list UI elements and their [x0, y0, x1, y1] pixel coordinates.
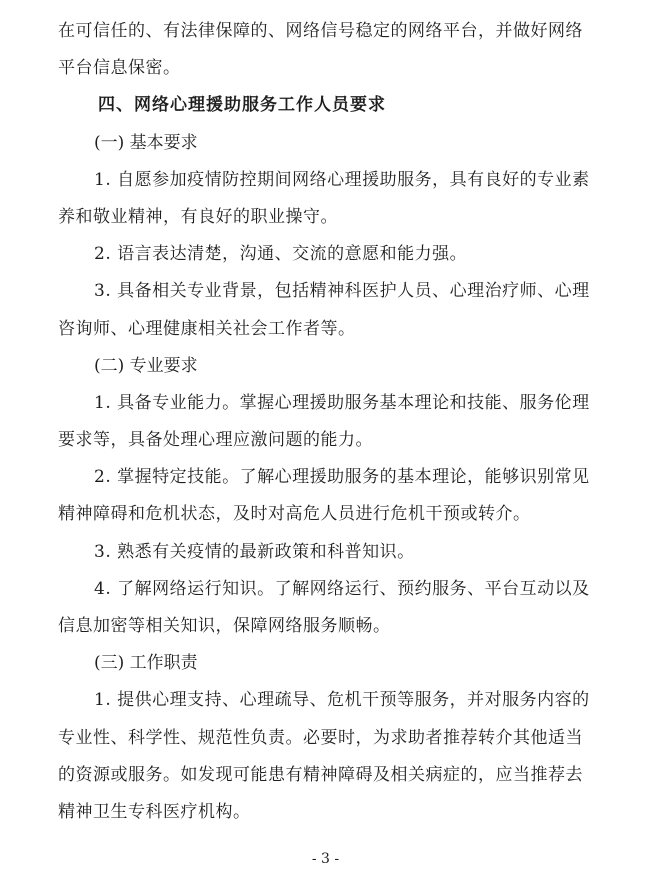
body-line: 1. 提供心理支持、心理疏导、危机干预等服务，并对服务内容的 — [94, 690, 590, 711]
body-line: 咨询师、心理健康相关社会工作者等。 — [58, 318, 356, 339]
body-line: 精神卫生专科医疗机构。 — [58, 801, 251, 822]
subsection-heading: (一) 基本要求 — [94, 132, 198, 153]
page-number: - 3 - — [311, 851, 340, 867]
body-line: 2. 掌握特定技能。了解心理援助服务的基本理论，能够识别常见 — [94, 467, 590, 488]
body-line: 养和敬业精神，有良好的职业操守。 — [58, 206, 338, 227]
body-line: 4. 了解网络运行知识。了解网络运行、预约服务、平台互动以及 — [94, 578, 590, 599]
body-line: 的资源或服务。如发现可能患有精神障碍及相关病症的，应当推荐去 — [58, 764, 583, 785]
subsection-heading: (二) 专业要求 — [94, 355, 198, 376]
body-line: 专业性、科学性、规范性负责。必要时，为求助者推荐转介其他适当 — [58, 727, 583, 748]
body-line: 要求等，具备处理心理应激问题的能力。 — [58, 430, 373, 450]
body-line: 信息加密等相关知识，保障网络服务顺畅。 — [58, 615, 391, 636]
subsection-heading: (三) 工作职责 — [94, 653, 198, 674]
body-line: 3. 具备相关专业背景，包括精神科医护人员、心理治疗师、心理 — [94, 281, 590, 302]
body-line: 精神障碍和危机状态，及时对高危人员进行危机干预或转介。 — [58, 504, 531, 525]
section-heading: 四、网络心理援助服务工作人员要求 — [98, 95, 386, 116]
body-line: 2. 语言表达清楚，沟通、交流的意愿和能力强。 — [94, 244, 468, 265]
body-line: 平台信息保密。 — [58, 58, 181, 79]
body-line: 1. 具备专业能力。掌握心理援助服务基本理论和技能、服务伦理 — [94, 392, 590, 413]
body-line: 3. 熟悉有关疫情的最新政策和科普知识。 — [94, 541, 415, 562]
body-line: 在可信任的、有法律保障的、网络信号稳定的网络平台，并做好网络 — [58, 21, 583, 41]
body-line: 1. 自愿参加疫情防控期间网络心理援助服务，具有良好的专业素 — [94, 169, 590, 190]
